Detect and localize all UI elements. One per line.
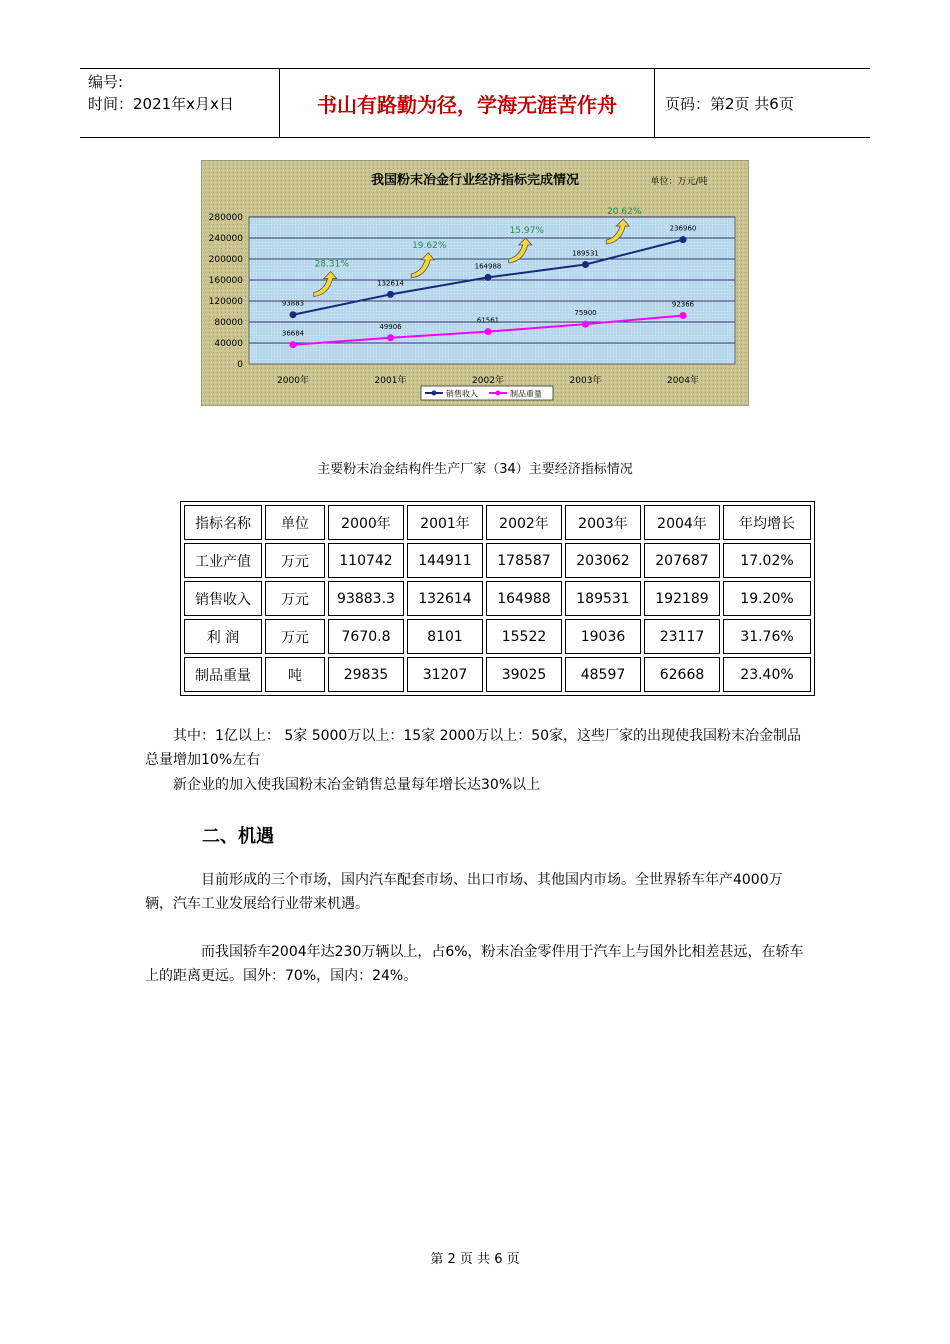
y-tick-label: 40000	[214, 339, 243, 349]
table-cell: 110742	[328, 543, 404, 578]
table-cell: 192189	[644, 581, 720, 616]
table-cell: 销售收入	[184, 581, 262, 616]
legend-label: 销售收入	[446, 389, 478, 399]
growth-annotation: 15.97%	[509, 225, 544, 236]
y-tick-label: 200000	[208, 255, 243, 265]
table-row	[184, 619, 811, 654]
table-cell: 164988	[486, 581, 562, 616]
page-header	[80, 68, 870, 138]
header-motto: 书山有路勤为径，学海无涯苦作舟	[317, 92, 617, 117]
table-cell: 31.76%	[723, 619, 811, 654]
data-point	[582, 321, 589, 328]
growth-annotation: 19.62%	[412, 240, 447, 251]
table-cell: 62668	[644, 657, 720, 692]
table-cell: 万元	[265, 543, 325, 578]
table-row	[184, 543, 811, 578]
table-cell: 144911	[407, 543, 483, 578]
y-tick-label: 240000	[208, 234, 243, 244]
table-cell: 29835	[328, 657, 404, 692]
table-cell: 15522	[486, 619, 562, 654]
data-label: 189531	[572, 249, 599, 258]
table-header-cell: 2001年	[407, 505, 483, 540]
data-label: 236960	[669, 224, 697, 233]
page-footer: 第 2 页 共 6 页	[430, 1252, 520, 1267]
header-meta	[80, 69, 280, 137]
table-cell: 23117	[644, 619, 720, 654]
x-tick-label: 2004年	[667, 376, 699, 386]
data-label: 93883	[281, 299, 305, 308]
table-header-cell: 2004年	[644, 505, 720, 540]
x-tick-label: 2000年	[277, 376, 309, 386]
table-cell: 23.40%	[723, 657, 811, 692]
table-cell: 31207	[407, 657, 483, 692]
table-cell: 17.02%	[723, 543, 811, 578]
header-page-info: 页码：第2页 共6页	[665, 94, 794, 113]
paragraph-cars: 而我国轿车2004年达230万辆以上，占6%，粉末冶金零件用于汽车上与国外比相差甚远，在轿车上的距离更远。国外：70%，国内：24%。	[145, 944, 804, 984]
table-cell: 93883.3	[328, 581, 404, 616]
table-cell: 207687	[644, 543, 720, 578]
indicator-table	[180, 501, 815, 696]
table-header-cell: 年均增长	[723, 505, 811, 540]
line-chart	[201, 160, 749, 406]
table-cell: 利 润	[184, 619, 262, 654]
table-header-cell: 单位	[265, 505, 325, 540]
chart-svg	[201, 160, 749, 406]
data-point	[680, 236, 687, 243]
paragraph-markets: 目前形成的三个市场，国内汽车配套市场、出口市场、其他国内市场。全世界轿车年产4000万辆，汽车工业发展给行业带来机遇。	[145, 872, 783, 912]
data-point	[680, 312, 687, 319]
chart-title: 我国粉末冶金行业经济指标完成情况	[370, 173, 580, 188]
document-number-label: 编号:	[88, 73, 124, 91]
table-cell: 39025	[486, 657, 562, 692]
table-row	[184, 581, 811, 616]
data-label: 75900	[574, 309, 597, 318]
paragraph-new-enterprises: 新企业的加入使我国粉末冶金销售总量每年增长达30%以上	[173, 777, 541, 793]
table-header-cell: 2003年	[565, 505, 641, 540]
table-caption: 主要粉末冶金结构件生产厂家（34）主要经济指标情况	[317, 462, 633, 477]
legend-marker	[432, 391, 437, 396]
data-label: 49906	[379, 322, 402, 331]
table-row	[184, 657, 811, 692]
table-cell: 48597	[565, 657, 641, 692]
data-label: 164988	[474, 262, 502, 271]
y-tick-label: 80000	[214, 318, 243, 328]
growth-annotation: 28.31%	[314, 259, 349, 270]
data-label: 61561	[476, 316, 500, 325]
table-cell: 8101	[407, 619, 483, 654]
y-tick-label: 0	[237, 360, 243, 370]
x-tick-label: 2001年	[374, 376, 407, 386]
table-cell: 178587	[486, 543, 562, 578]
table-cell: 189531	[565, 581, 641, 616]
data-label: 36684	[281, 329, 305, 338]
chart-unit-note: 单位：万元/吨	[650, 177, 708, 187]
table-cell: 制品重量	[184, 657, 262, 692]
table-header-cell: 指标名称	[184, 505, 262, 540]
data-point	[485, 274, 492, 281]
x-tick-label: 2003年	[569, 376, 602, 386]
table-header-cell: 2000年	[328, 505, 404, 540]
data-point	[290, 341, 297, 348]
growth-annotation: 20.62%	[607, 207, 642, 218]
legend-label: 制品重量	[510, 389, 542, 399]
table-cell: 19.20%	[723, 581, 811, 616]
table-header-cell: 2002年	[486, 505, 562, 540]
y-tick-label: 280000	[208, 213, 243, 223]
table-cell: 工业产值	[184, 543, 262, 578]
data-point	[387, 291, 394, 298]
table-cell: 7670.8	[328, 619, 404, 654]
y-tick-label: 160000	[208, 276, 243, 286]
table-cell: 19036	[565, 619, 641, 654]
table-cell: 吨	[265, 657, 325, 692]
x-tick-label: 2002年	[472, 376, 504, 386]
table-cell: 203062	[565, 543, 641, 578]
data-point	[387, 334, 394, 341]
data-point	[290, 311, 297, 318]
table-cell: 132614	[407, 581, 483, 616]
table-header-row	[184, 505, 811, 540]
table-cell: 万元	[265, 581, 325, 616]
data-point	[485, 328, 492, 335]
data-label: 132614	[377, 279, 404, 288]
header-motto-cell	[280, 69, 655, 137]
paragraph-breakdown: 其中：1亿以上： 5家 5000万以上：15家 2000万以上：50家，这些厂家的出现使我国粉末冶金制品总量增加10%左右	[145, 728, 802, 768]
section-heading: 二、机遇	[202, 826, 274, 847]
document-time-label: 时间：2021年x月x日	[88, 95, 234, 113]
data-point	[582, 261, 589, 268]
table-cell: 万元	[265, 619, 325, 654]
y-tick-label: 120000	[208, 297, 243, 307]
data-label: 92366	[671, 300, 695, 309]
legend-marker	[496, 391, 501, 396]
